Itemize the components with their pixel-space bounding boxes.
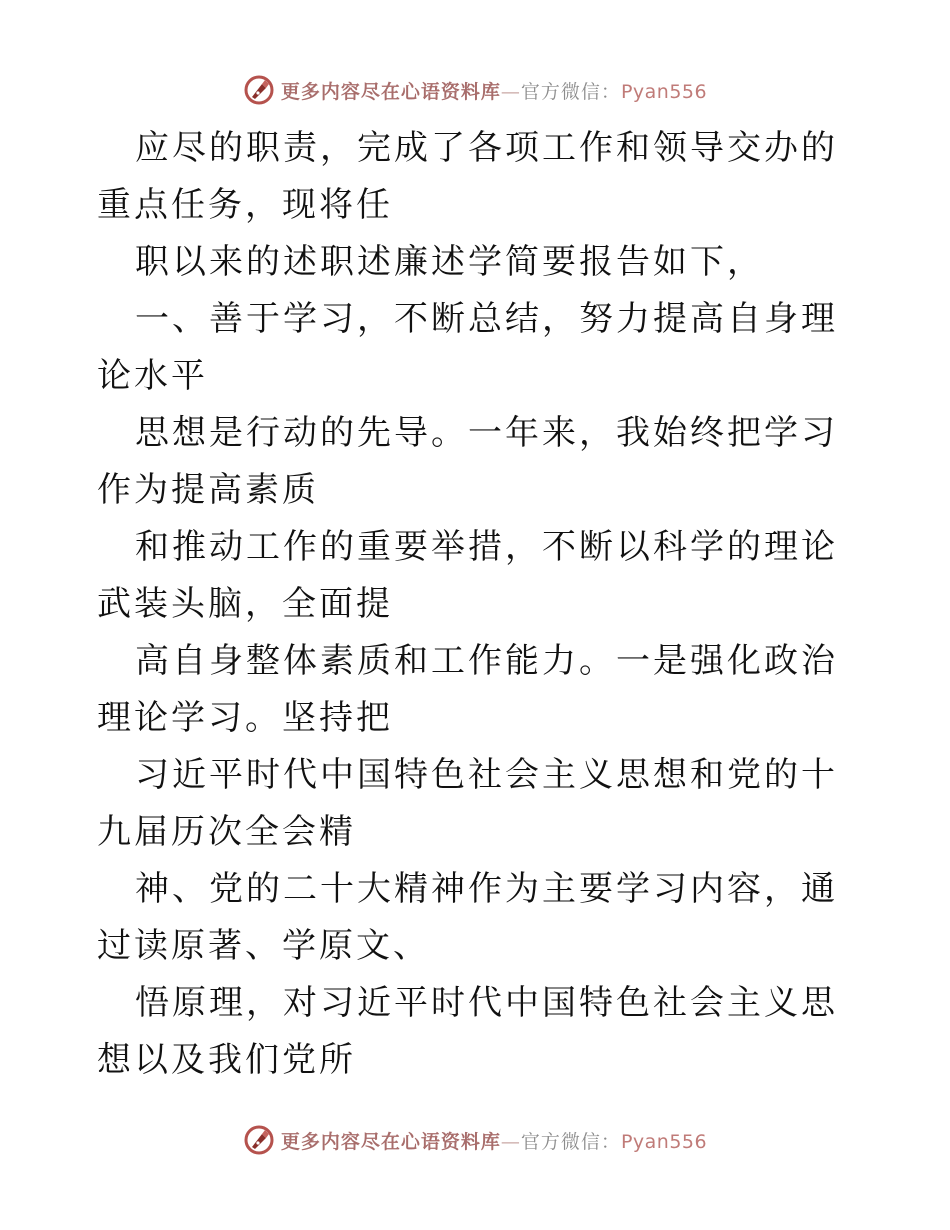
- footer-banner: [0, 1120, 950, 1160]
- section-heading: 一、善于学习，不断总结，努力提高自身理论水平: [97, 299, 838, 396]
- paragraph: 和推动工作的重要举措，不断以科学的理论武装头脑，全面提: [97, 527, 838, 624]
- paragraph: 应尽的职责，完成了各项工作和领导交办的重点任务，现将任: [97, 128, 838, 225]
- banner-dash: —: [500, 80, 521, 103]
- document-body: [97, 120, 857, 1089]
- paragraph: 职以来的述职述廉述学简要报告如下，: [135, 242, 764, 282]
- banner-wechat-label: 官方微信：: [520, 80, 621, 103]
- banner-wechat-id: Pyan556: [620, 80, 708, 103]
- banner-dash: —: [500, 1130, 521, 1153]
- paragraph: 思想是行动的先导。一年来，我始终把学习作为提高素质: [97, 413, 838, 510]
- banner-wechat-id: Pyan556: [620, 1130, 708, 1153]
- banner-site-name: 更多内容尽在心语资料库: [280, 80, 501, 103]
- banner-site-name: 更多内容尽在心语资料库: [280, 1130, 501, 1153]
- banner-wechat-label: 官方微信：: [520, 1130, 621, 1153]
- banner-text: [281, 77, 707, 104]
- paragraph: 高自身整体素质和工作能力。一是强化政治理论学习。坚持把: [97, 641, 838, 738]
- paragraph: 悟原理，对习近平时代中国特色社会主义思想以及我们党所: [97, 983, 838, 1080]
- header-banner: [0, 70, 950, 110]
- pen-nib-logo-icon: [243, 1124, 275, 1156]
- banner-text: [281, 1127, 707, 1154]
- pen-nib-logo-icon: [243, 74, 275, 106]
- paragraph: 神、党的二十大精神作为主要学习内容，通过读原著、学原文、: [97, 869, 838, 966]
- paragraph: 习近平时代中国特色社会主义思想和党的十九届历次全会精: [97, 755, 838, 852]
